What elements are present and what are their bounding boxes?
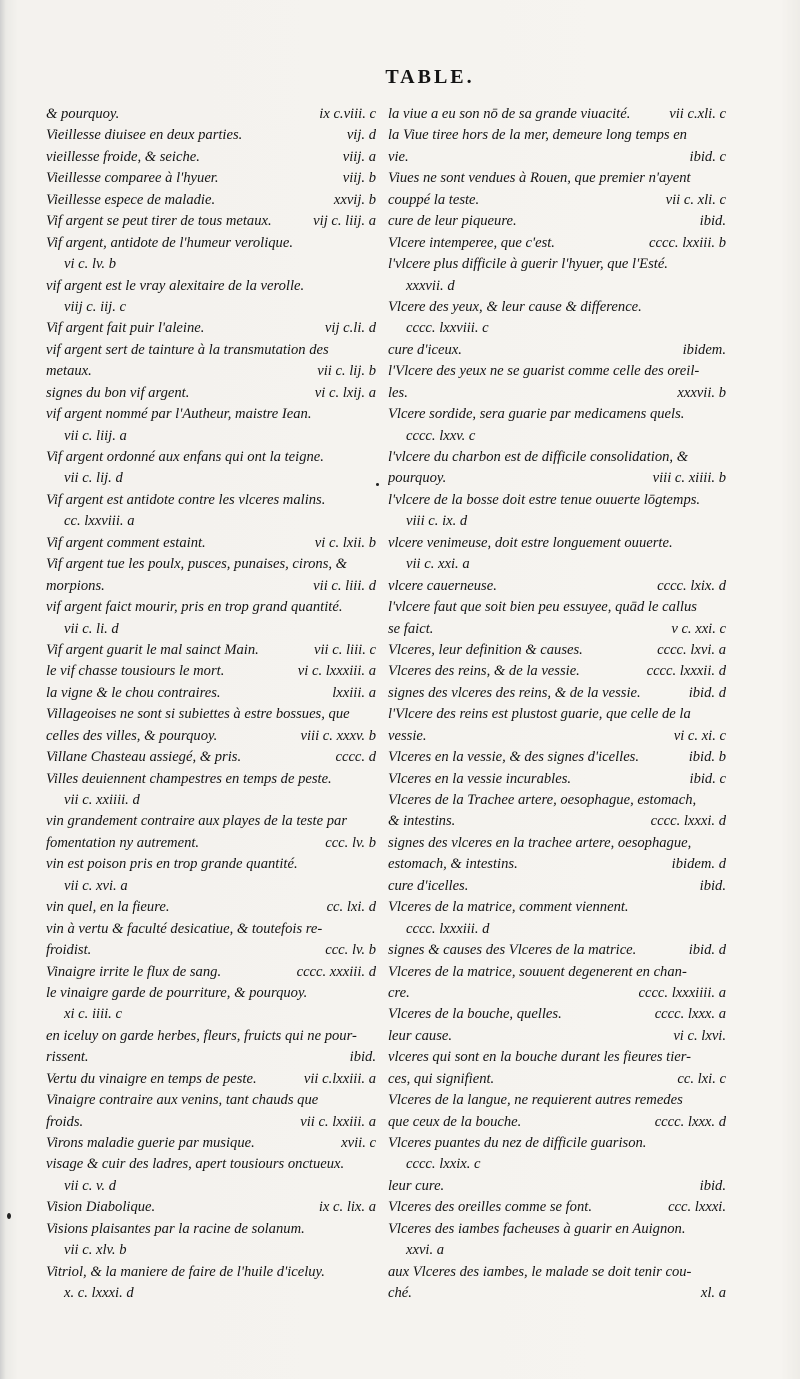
index-entry	[46, 1026, 376, 1047]
entry-text: cccc. lxxxiii. d	[406, 920, 490, 937]
index-entry	[46, 1197, 376, 1218]
entry-reference: vi c. lxii. b	[314, 534, 376, 551]
entry-text: vii c. xvi. a	[64, 877, 128, 894]
entry-reference: ccc. lxxxi.	[668, 1199, 726, 1216]
index-entry	[388, 233, 726, 254]
entry-text: cure de leur piqueure.	[388, 213, 517, 230]
index-entry	[388, 190, 726, 211]
entry-text: signes & causes des Vlceres de la matrice.	[388, 942, 637, 959]
entry-text: Vlceres de la matrice, comment viennent.	[388, 899, 629, 916]
entry-text: xxvi. a	[406, 1242, 445, 1259]
entry-reference: cccc. lxvi. a	[657, 641, 726, 658]
index-entry	[46, 726, 376, 747]
index-entry	[46, 597, 376, 618]
entry-reference: cccc. d	[335, 749, 376, 766]
entry-reference: vi c. xi. c	[673, 727, 726, 744]
entry-reference: xvii. c	[341, 1135, 376, 1151]
entry-text: fomentation ny autrement.	[46, 834, 200, 851]
index-entry	[46, 1283, 376, 1304]
index-entry	[388, 318, 726, 339]
index-entry	[388, 361, 726, 382]
index-entry	[46, 297, 376, 318]
entry-text: signes des vlceres en la trachee artere, oesophague,	[388, 834, 692, 851]
index-entry	[388, 769, 726, 790]
entry-reference: ibid.	[699, 1177, 726, 1194]
entry-reference: vii c. liii. c	[313, 641, 376, 658]
ink-speck	[7, 1213, 11, 1219]
entry-reference: ccc. lv. b	[325, 834, 376, 851]
index-entry	[388, 811, 726, 832]
index-entry	[388, 854, 726, 875]
index-entry	[46, 769, 376, 790]
entry-text: cccc. lxxv. c	[406, 427, 476, 444]
entry-text: l'Vlcere des yeux ne se guarist comme celle des oreil-	[388, 363, 700, 380]
entry-text: Vieillesse espece de maladie.	[46, 191, 216, 208]
entry-text: Vlceres de la langue, ne requierent autres remedes	[388, 1092, 683, 1109]
index-entry	[388, 383, 726, 404]
entry-reference: vii c.lxxiii. a	[303, 1070, 376, 1087]
index-entry	[46, 168, 376, 189]
entry-text: ché.	[388, 1285, 412, 1302]
entry-text: la viue a eu son nō de sa grande viuacité.	[388, 106, 631, 122]
entry-text: Vlceres en la vessie, & des signes d'icelles.	[388, 749, 640, 766]
index-entry	[388, 876, 726, 897]
entry-reference: cccc. lxix. d	[657, 577, 726, 594]
index-entry	[46, 919, 376, 940]
index-entry	[46, 833, 376, 854]
entry-text: xi c. iiii. c	[64, 1006, 122, 1023]
entry-reference: ix c. lix. a	[318, 1199, 376, 1216]
entry-text: cccc. lxxviii. c	[406, 320, 489, 337]
entry-text: leur cure.	[388, 1177, 445, 1194]
entry-text: l'vlcere du charbon est de difficile consolidation, &	[388, 449, 689, 465]
entry-text: le vinaigre garde de pourriture, & pourquoy.	[46, 984, 308, 1001]
index-entry	[388, 490, 726, 511]
entry-text: vif argent sert de tainture à la transmutation des	[46, 341, 329, 358]
index-entry	[388, 1004, 726, 1025]
entry-reference: vij. d	[346, 127, 376, 144]
index-entry	[46, 1112, 376, 1133]
entry-reference: ibid.	[699, 213, 726, 230]
index-entry	[388, 404, 726, 425]
entry-text: & intestins.	[388, 813, 456, 830]
index-entry	[46, 1133, 376, 1154]
entry-text: Vlcere des yeux, & leur cause & difference.	[388, 298, 642, 315]
entry-reference: vii c. liii. d	[313, 577, 376, 594]
index-entry	[46, 254, 376, 275]
index-entry	[46, 576, 376, 597]
entry-text: Vif argent ordonné aux enfans qui ont la teigne.	[46, 449, 324, 465]
entry-text: le vif chasse tousiours le mort.	[46, 663, 225, 680]
entry-text: morpions.	[46, 577, 105, 594]
entry-text: Vieillesse comparee à l'hyuer.	[46, 170, 219, 187]
index-entry	[46, 704, 376, 725]
index-entry	[46, 147, 376, 168]
entry-text: Vif argent, antidote de l'humeur verolique.	[46, 234, 293, 251]
entry-reference: cc. lxi. c	[677, 1070, 726, 1087]
entry-reference: cccc. lxxiii. b	[649, 234, 726, 251]
index-entry	[46, 940, 376, 961]
entry-text: Vlceres de la matrice, souuent degenerent en chan-	[388, 963, 687, 980]
entry-reference: cccc. xxxiii. d	[296, 963, 376, 980]
entry-text: Vif argent se peut tirer de tous metaux.	[46, 213, 272, 230]
entry-text: vii c. v. d	[64, 1177, 116, 1194]
entry-text: vii c. lij. d	[64, 470, 123, 487]
index-entry	[388, 1176, 726, 1197]
index-entry	[46, 554, 376, 575]
index-entry	[388, 426, 726, 447]
entry-text: vi c. lv. b	[64, 256, 116, 273]
index-entry	[388, 211, 726, 232]
entry-text: Vlcere intemperee, que c'est.	[388, 234, 555, 251]
index-entry	[46, 190, 376, 211]
index-entry	[46, 340, 376, 361]
index-entry	[388, 340, 726, 361]
index-entry	[388, 1047, 726, 1068]
entry-text: couppé la teste.	[388, 191, 480, 208]
index-entry	[388, 940, 726, 961]
entry-text: Vinaigre contraire aux venins, tant chauds que	[46, 1092, 319, 1109]
entry-text: viij c. iij. c	[64, 298, 127, 315]
entry-text: Vieillesse diuisee en deux parties.	[46, 127, 243, 144]
entry-reference: vii c. xli. c	[665, 191, 726, 208]
entry-reference: cccc. lxxxiiii. a	[638, 984, 726, 1001]
index-entry	[46, 811, 376, 832]
entry-text: Vlceres puantes du nez de difficile guarison.	[388, 1135, 647, 1151]
entry-text: vessie.	[388, 727, 427, 744]
entry-reference: ibid.	[699, 877, 726, 894]
entry-text: Vif argent comment estaint.	[46, 534, 206, 551]
entry-reference: viii c. xiiii. b	[652, 470, 726, 487]
index-entry	[388, 597, 726, 618]
index-entry	[388, 468, 726, 489]
entry-text: l'vlcere plus difficile à guerir l'hyuer, que l'Esté.	[388, 256, 668, 273]
entry-text: Visions plaisantes par la racine de solanum.	[46, 1220, 305, 1237]
index-entry	[388, 1219, 726, 1240]
entry-text: Vertu du vinaigre en temps de peste.	[46, 1070, 257, 1087]
index-entry	[388, 790, 726, 811]
entry-text: vii c. xxiiii. d	[64, 792, 140, 808]
entry-text: vif argent est le vray alexitaire de la verolle.	[46, 277, 305, 294]
entry-reference: vij c.li. d	[324, 320, 376, 337]
entry-text: Vlceres des oreilles comme se font.	[388, 1199, 592, 1216]
index-entry	[46, 533, 376, 554]
index-entry	[388, 640, 726, 661]
index-entry	[46, 1154, 376, 1175]
index-entry	[46, 211, 376, 232]
index-entry	[388, 576, 726, 597]
entry-reference: lxxiii. a	[332, 684, 376, 701]
index-entry	[46, 1240, 376, 1261]
index-entry	[388, 1197, 726, 1218]
entry-reference: vii c. lxxiii. a	[300, 1113, 376, 1130]
index-entry	[388, 147, 726, 168]
index-entry	[388, 1133, 726, 1154]
entry-text: vieillesse froide, & seiche.	[46, 148, 200, 165]
ink-speck	[376, 483, 379, 486]
index-entry	[46, 640, 376, 661]
entry-text: & pourquoy.	[46, 106, 120, 122]
index-entry	[388, 919, 726, 940]
entry-text: Villane Chasteau assiegé, & pris.	[46, 749, 242, 766]
entry-text: froidist.	[46, 942, 92, 959]
entry-text: Vlceres des reins, & de la vessie.	[388, 663, 580, 680]
entry-text: en iceluy on garde herbes, fleurs, fruicts qui ne pour-	[46, 1027, 357, 1044]
entry-reference: vi c. lxxxiii. a	[297, 663, 376, 680]
entry-reference: vi c. lxvi.	[673, 1027, 726, 1044]
index-entry	[46, 426, 376, 447]
entry-text: vlcere cauerneuse.	[388, 577, 497, 594]
index-entry	[388, 661, 726, 682]
entry-reference: ix c.viii. c	[319, 106, 376, 122]
entry-reference: cc. lxi. d	[326, 899, 376, 916]
entry-text: l'vlcere faut que soit bien peu essuyee, quād le callus	[388, 599, 697, 616]
entry-text: cc. lxxviii. a	[64, 513, 135, 530]
entry-reference: ibid. c	[689, 148, 726, 165]
index-entry	[46, 318, 376, 339]
index-entry	[388, 704, 726, 725]
entry-text: l'Vlcere des reins est plustost guarie, que celle de la	[388, 706, 691, 723]
entry-text: vin quel, en la fieure.	[46, 899, 170, 916]
entry-reference: cccc. lxxxii. d	[646, 663, 726, 680]
entry-text: Vlceres de la bouche, quelles.	[388, 1006, 562, 1023]
entry-reference: ibid. b	[688, 749, 726, 766]
entry-reference: xxvij. b	[333, 191, 376, 208]
entry-text: vlcere venimeuse, doit estre longuement ouuerte.	[388, 534, 673, 551]
index-entry	[46, 619, 376, 640]
index-entry	[46, 1047, 376, 1068]
index-entry	[388, 1112, 726, 1133]
index-entry	[388, 962, 726, 983]
entry-text: xxxvii. d	[406, 277, 455, 294]
entry-reference: cccc. lxxx. a	[654, 1006, 726, 1023]
entry-reference: vii c.xli. c	[669, 106, 726, 122]
index-entry	[46, 383, 376, 404]
left-index-column	[46, 104, 376, 1305]
entry-text: que ceux de la bouche.	[388, 1113, 522, 1130]
index-entry	[46, 1176, 376, 1197]
index-entry	[388, 511, 726, 532]
entry-text: Vlcere sordide, sera guarie par medicamens quels.	[388, 406, 685, 423]
entry-reference: vii c. lij. b	[317, 363, 376, 380]
index-entry	[388, 125, 726, 146]
index-entry	[46, 1262, 376, 1283]
index-entry	[388, 554, 726, 575]
entry-text: vlceres qui sont en la bouche durant les fieures tier-	[388, 1049, 692, 1066]
entry-text: leur cause.	[388, 1027, 453, 1044]
entry-text: Vlceres en la vessie incurables.	[388, 770, 572, 787]
entry-text: Villageoises ne sont si subiettes à estre bossues, que	[46, 706, 350, 723]
index-entry	[388, 1154, 726, 1175]
entry-text: Vif argent tue les poulx, pusces, punaises, cirons, &	[46, 556, 348, 573]
entry-text: vie.	[388, 148, 409, 165]
index-entry	[46, 897, 376, 918]
entry-text: cre.	[388, 984, 410, 1001]
index-entry	[388, 1283, 726, 1304]
entry-text: cccc. lxxix. c	[406, 1156, 481, 1173]
entry-text: Virons maladie guerie par musique.	[46, 1135, 255, 1151]
entry-text: Vif argent est antidote contre les vlceres malins.	[46, 491, 326, 508]
index-entry	[46, 1090, 376, 1111]
entry-reference: ibid.	[349, 1049, 376, 1066]
entry-text: estomach, & intestins.	[388, 856, 518, 873]
index-entry	[46, 1069, 376, 1090]
entry-reference: vi c. lxij. a	[314, 384, 376, 401]
index-entry	[46, 854, 376, 875]
entry-text: cure d'iceux.	[388, 341, 462, 358]
entry-reference: xxxvii. b	[677, 384, 726, 401]
index-entry	[388, 897, 726, 918]
index-entry	[46, 104, 376, 125]
index-entry	[46, 1004, 376, 1025]
entry-reference: ibid. c	[689, 770, 726, 787]
index-entry	[388, 1026, 726, 1047]
entry-text: vii c. li. d	[64, 620, 119, 637]
entry-text: froids.	[46, 1113, 84, 1130]
entry-reference: v c. xxi. c	[671, 620, 726, 637]
index-entry	[388, 168, 726, 189]
entry-text: x. c. lxxxi. d	[64, 1285, 134, 1302]
entry-text: ces, qui signifient.	[388, 1070, 495, 1087]
entry-reference: viii c. xxxv. b	[300, 727, 376, 744]
entry-text: vii c. xxi. a	[406, 556, 470, 573]
index-entry	[388, 1262, 726, 1283]
index-entry	[388, 1240, 726, 1261]
index-entry	[388, 619, 726, 640]
index-entry	[46, 962, 376, 983]
entry-text: celles des villes, & pourquoy.	[46, 727, 218, 744]
entry-text: cure d'icelles.	[388, 877, 469, 894]
entry-reference: ibid. d	[688, 942, 726, 959]
entry-text: signes des vlceres des reins, & de la vessie.	[388, 684, 641, 701]
entry-text: la vigne & le chou contraires.	[46, 684, 221, 701]
entry-text: pourquoy.	[388, 470, 447, 487]
index-entry	[388, 1069, 726, 1090]
entry-text: viii c. ix. d	[406, 513, 468, 530]
entry-reference: cccc. lxxx. d	[654, 1113, 726, 1130]
entry-text: visage & cuir des ladres, apert tousiours onctueux.	[46, 1156, 345, 1173]
index-entry	[46, 361, 376, 382]
entry-reference: viij. a	[342, 148, 376, 165]
index-entry	[46, 1219, 376, 1240]
index-entry	[46, 490, 376, 511]
entry-text: Vinaigre irrite le flux de sang.	[46, 963, 222, 980]
index-entry	[46, 404, 376, 425]
entry-text: vin grandement contraire aux playes de la teste par	[46, 813, 347, 830]
index-entry	[388, 297, 726, 318]
index-entry	[388, 104, 726, 125]
entry-text: Villes deuiennent champestres en temps de peste.	[46, 770, 332, 787]
entry-reference: vij c. liij. a	[313, 213, 376, 230]
index-entry	[46, 511, 376, 532]
entry-text: rissent.	[46, 1049, 89, 1066]
index-entry	[388, 533, 726, 554]
index-entry	[388, 683, 726, 704]
entry-text: signes du bon vif argent.	[46, 384, 190, 401]
index-entry	[46, 276, 376, 297]
index-entry	[388, 833, 726, 854]
index-entry	[46, 447, 376, 468]
entry-reference: cccc. lxxxi. d	[650, 813, 726, 830]
index-entry	[46, 661, 376, 682]
index-entry	[46, 683, 376, 704]
entry-text: Vif argent guarit le mal sainct Main.	[46, 641, 259, 658]
entry-reference: ibidem.	[682, 341, 726, 358]
page-title: TABLE.	[385, 66, 475, 88]
index-entry	[46, 233, 376, 254]
entry-text: vif argent faict mourir, pris en trop grand quantité.	[46, 599, 343, 616]
entry-text: l'vlcere de la bosse doit estre tenue ouuerte lōgtemps.	[388, 491, 701, 508]
index-entry	[46, 983, 376, 1004]
index-entry	[46, 876, 376, 897]
index-entry	[46, 747, 376, 768]
index-entry	[388, 983, 726, 1004]
entry-text: vif argent nommé par l'Autheur, maistre Iean.	[46, 406, 312, 423]
entry-text: Viues ne sont vendues à Rouen, que premier n'ayent	[388, 170, 691, 187]
entry-text: Vlceres, leur definition & causes.	[388, 641, 583, 658]
entry-text: Vif argent fait puir l'aleine.	[46, 320, 205, 337]
entry-text: vii c. liij. a	[64, 427, 127, 444]
entry-reference: viij. b	[342, 170, 376, 187]
index-entry	[46, 125, 376, 146]
index-entry	[388, 276, 726, 297]
entry-text: Vlceres de la Trachee artere, oesophague, estomach,	[388, 792, 697, 808]
entry-reference: ccc. lv. b	[325, 942, 376, 959]
entry-reference: ibidem. d	[671, 856, 726, 873]
index-entry	[46, 468, 376, 489]
right-index-column	[388, 104, 726, 1305]
entry-reference: ibid. d	[688, 684, 726, 701]
entry-reference: xl. a	[700, 1285, 726, 1302]
entry-text: Vitriol, & la maniere de faire de l'huile d'iceluy.	[46, 1263, 325, 1280]
page-header	[0, 66, 800, 89]
index-entry	[388, 1090, 726, 1111]
entry-text: vin est poison pris en trop grande quantité.	[46, 856, 298, 873]
entry-text: se faict.	[388, 620, 434, 637]
entry-text: metaux.	[46, 363, 92, 380]
entry-text: aux Vlceres des iambes, le malade se doit tenir cou-	[388, 1263, 692, 1280]
entry-text: vii c. xlv. b	[64, 1242, 127, 1259]
index-entry	[388, 747, 726, 768]
entry-text: Vision Diabolique.	[46, 1199, 156, 1216]
entry-text: la Viue tiree hors de la mer, demeure long temps en	[388, 127, 687, 144]
index-entry	[388, 254, 726, 275]
index-entry	[388, 726, 726, 747]
entry-text: vin à vertu & faculté desicatiue, & toutefois re-	[46, 920, 323, 937]
entry-text: Vlceres des iambes facheuses à guarir en Auignon.	[388, 1220, 686, 1237]
entry-text: les.	[388, 384, 408, 401]
index-entry	[388, 447, 726, 468]
index-entry	[46, 790, 376, 811]
